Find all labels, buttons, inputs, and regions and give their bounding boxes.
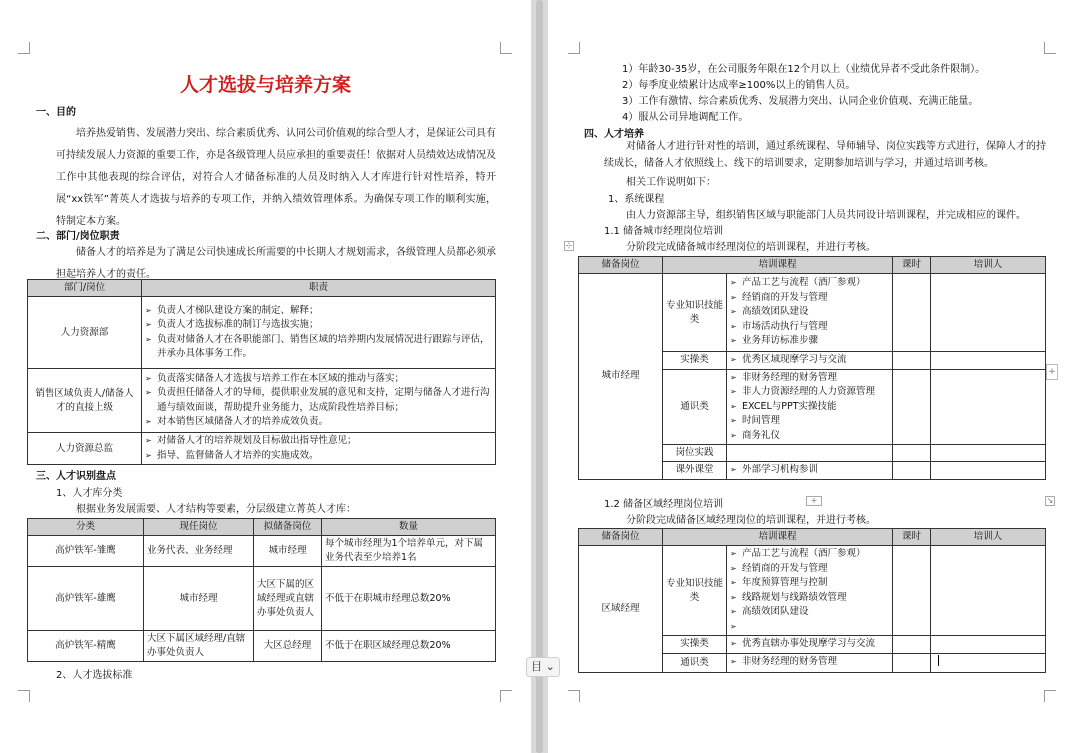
trainer-cell xyxy=(931,636,1046,654)
course-list-cell xyxy=(727,653,893,672)
list-item: ➢ 市场活动执行与管理 xyxy=(730,320,889,335)
list-item: ➢ 高绩效团队建设 xyxy=(730,305,889,320)
list-item: ➢ 经销商的开发与管理 xyxy=(730,562,889,577)
table-row xyxy=(28,433,496,465)
doc-title: 人才选拔与培养方案 xyxy=(179,74,351,96)
crop-mark xyxy=(568,42,580,54)
list-item: ➢ 线路规划与线路绩效管理 xyxy=(730,591,889,606)
subheading-selection-criteria: 2、人才选拔标准 xyxy=(56,670,133,681)
course-category-cell: 实操类 xyxy=(663,352,727,370)
list-item: ➢ EXCEL与PPT实操技能 xyxy=(730,400,889,415)
layout-icon: 目 xyxy=(531,660,543,673)
list-item: ➢ 对储备人才的培养规划及目标做出指导性意见； xyxy=(145,434,492,449)
table-row xyxy=(579,274,1046,352)
course-list-cell xyxy=(727,352,893,370)
text-cursor xyxy=(938,655,939,666)
list-item: ➢ 负责落实储备人才选拔与培养工作在本区域的推动与落实； xyxy=(145,372,492,387)
dept-cell: 销售区域负责人/储备人才的直接上级 xyxy=(28,369,142,433)
position-cell: 区域经理 xyxy=(579,546,663,673)
purpose-paragraph: 培养热爱销售、发展潜力突出、综合素质优秀、认同公司价值观的综合型人才，是保证公司具有可持续发展人力资源的重要工作，亦是各级管理人员应承担的重要责任！依据对人员绩效达成情况及工作中其他表现的综合评估，对符合人才储备标准的人员及时纳入人才库进行针对性培养，特开展“xx铁军”菁英人才选拔与培养的专项工作，并纳入绩效管理体系。为确保专项工作的顺利实施，特制定本方案。 xyxy=(56,128,496,227)
table-header: 课时 xyxy=(893,257,931,274)
duties-cell xyxy=(142,433,496,465)
course-list-cell xyxy=(727,546,893,636)
vertical-scrollbar[interactable] xyxy=(536,0,543,753)
section-heading-identification: 三、人才识别盘点 xyxy=(36,471,116,482)
criteria-item: 2）每季度业绩累计达成率≥100%以上的销售人员。 xyxy=(622,80,856,91)
quantity-cell: 每个城市经理为1个培养单元，对下属业务代表至少培养1名 xyxy=(322,536,496,567)
table-header-row xyxy=(28,280,496,297)
list-item: ➢ 非财务经理的财务管理 xyxy=(730,371,889,386)
hours-cell xyxy=(893,274,931,352)
table-row xyxy=(28,369,496,433)
course-category-cell: 课外课堂 xyxy=(663,462,727,480)
section-heading-training: 四、人才培养 xyxy=(584,129,644,140)
criteria-item: 3）工作有激情、综合素质优秀、发展潜力突出、认同企业价值观、充满正能量。 xyxy=(622,96,979,107)
table-move-handle[interactable]: ⊹ xyxy=(565,241,573,250)
table-label-area-manager: 1.2 储备区域经理岗位培训 xyxy=(604,499,724,510)
table-row xyxy=(28,297,496,369)
table-row xyxy=(28,631,496,662)
table-header: 拟储备岗位 xyxy=(254,519,322,536)
table-header-row xyxy=(28,519,496,536)
target-cell: 城市经理 xyxy=(254,536,322,567)
crop-mark xyxy=(500,690,512,702)
layout-options-button[interactable] xyxy=(526,657,560,677)
list-item: ➢ 高绩效团队建设 xyxy=(730,605,889,620)
list-item: ➢ 时间管理 xyxy=(730,414,889,429)
trainer-cell xyxy=(931,546,1046,636)
hours-cell xyxy=(893,546,931,636)
quantity-cell: 不低于在职城市经理总数20% xyxy=(322,567,496,631)
page-right xyxy=(545,0,1080,753)
list-item: ➢ 产品工艺与流程（酒厂参观） xyxy=(730,547,889,562)
target-cell: 大区总经理 xyxy=(254,631,322,662)
table-header: 数量 xyxy=(322,519,496,536)
duties-paragraph: 储备人才的培养是为了满足公司快速成长所需要的中长期人才规划需求，各级管理人员都必须承担起培养人才的责任。 xyxy=(56,247,496,280)
table-header-row xyxy=(579,529,1046,546)
criteria-item: 1）年龄30-35岁，在公司服务年限在12个月以上（业绩优异者不受此条件限制）。 xyxy=(622,64,986,75)
list-item: ➢ 外部学习机构参训 xyxy=(730,463,889,478)
list-item: ➢ 负责对储备人才在各职能部门、销售区域的培养期内发展情况进行跟踪与评估，并承办具体事务工作。 xyxy=(145,333,492,362)
category-cell: 高炉铁军-精鹰 xyxy=(28,631,144,662)
hours-cell xyxy=(893,653,931,672)
page-left xyxy=(0,0,531,753)
course-category-cell: 通识类 xyxy=(663,653,727,672)
course-category-cell: 通识类 xyxy=(663,369,727,445)
crop-mark xyxy=(18,690,30,702)
current-cell: 大区下属区域经理/直辖办事处负责人 xyxy=(144,631,254,662)
course-category-cell: 专业知识技能类 xyxy=(663,274,727,352)
crop-mark xyxy=(568,690,580,702)
target-cell: 大区下属的区域经理或直辖办事处负责人 xyxy=(254,567,322,631)
table-add-row-handle[interactable]: + xyxy=(806,496,822,506)
table-header: 培训课程 xyxy=(663,257,893,274)
table-row xyxy=(28,536,496,567)
course-category-cell: 实操类 xyxy=(663,636,727,654)
hours-cell xyxy=(893,352,931,370)
list-item: ➢ 商务礼仪 xyxy=(730,429,889,444)
list-item: ➢ 产品工艺与流程（酒厂参观） xyxy=(730,276,889,291)
training-note: 相关工作说明如下： xyxy=(626,177,716,188)
list-item: ➢ 经销商的开发与管理 xyxy=(730,291,889,306)
table-header: 现任岗位 xyxy=(144,519,254,536)
list-item xyxy=(730,620,889,635)
table-row xyxy=(579,546,1046,636)
training-paragraph: 对储备人才进行针对性的培训，通过系统课程、导师辅导、岗位实践等方式进行，保障人才的持续成长，储备人才依照线上、线下的培训要求，定期参加培训与学习，并通过培训考核。 xyxy=(604,141,1046,169)
list-item: ➢ 优秀直辖办事处现摩学习与交流 xyxy=(730,637,889,652)
table-desc-area-manager: 分阶段完成储备区域经理岗位的培训课程，并进行考核。 xyxy=(626,515,876,526)
trainer-cell xyxy=(931,462,1046,480)
course-list-cell xyxy=(727,274,893,352)
table-header: 储备岗位 xyxy=(579,529,663,546)
dept-cell: 人力资源部 xyxy=(28,297,142,369)
list-item: ➢ 指导、监督储备人才培养的实施成效。 xyxy=(145,449,492,464)
duties-table xyxy=(27,279,496,465)
hours-cell xyxy=(893,369,931,445)
talent-pool-paragraph: 根据业务发展需要、人才结构等要素，分层级建立菁英人才库： xyxy=(76,504,356,515)
category-cell: 高炉铁军-雏鹰 xyxy=(28,536,144,567)
course-list-cell xyxy=(727,462,893,480)
hours-cell xyxy=(893,445,931,462)
list-item: ➢ 业务拜访标准步骤 xyxy=(730,334,889,349)
table-header: 课时 xyxy=(893,529,931,546)
table-header: 储备岗位 xyxy=(579,257,663,274)
course-list-cell xyxy=(727,636,893,654)
crop-mark xyxy=(1044,690,1056,702)
list-item: ➢ 负责人才选拔标准的制订与选拔实施； xyxy=(145,318,492,333)
dept-cell: 人力资源总监 xyxy=(28,433,142,465)
criteria-item: 4）服从公司异地调配工作。 xyxy=(622,112,749,123)
list-item: ➢ 负责人才梯队建设方案的制定、解释； xyxy=(145,304,492,319)
category-cell: 高炉铁军-雄鹰 xyxy=(28,567,144,631)
table-header: 分类 xyxy=(28,519,144,536)
area-manager-training-table xyxy=(578,528,1046,673)
table-row xyxy=(28,567,496,631)
trainer-cell xyxy=(931,274,1046,352)
course-category-cell: 岗位实践 xyxy=(663,445,727,462)
subheading-courses: 1、系统课程 xyxy=(608,194,665,205)
subheading-talent-pool: 1、人才库分类 xyxy=(56,488,123,499)
course-list-cell xyxy=(727,369,893,445)
list-item: ➢ 优秀区域现摩学习与交流 xyxy=(730,353,889,368)
course-list-cell xyxy=(727,445,893,462)
section-heading-purpose: 一、目的 xyxy=(36,107,76,118)
current-cell: 城市经理 xyxy=(144,567,254,631)
trainer-cell xyxy=(931,352,1046,370)
trainer-cell xyxy=(931,369,1046,445)
table-header: 培训人 xyxy=(931,257,1046,274)
hours-cell xyxy=(893,462,931,480)
list-item: ➢ 对本销售区域储备人才的培养成效负责。 xyxy=(145,415,492,430)
list-item: ➢ 非人力资源经理的人力资源管理 xyxy=(730,385,889,400)
crop-mark xyxy=(1044,42,1056,54)
list-item: ➢ 负责担任储备人才的导师，提供职业发展的意见和支持，定期与储备人才进行沟通与绩效面谈，帮助提升业务能力，达成阶段性培养目标； xyxy=(145,386,492,415)
add-column-button[interactable]: + xyxy=(1046,364,1058,380)
table-resize-handle[interactable]: ↘ xyxy=(1046,496,1054,505)
table-header-row xyxy=(579,257,1046,274)
crop-mark xyxy=(500,42,512,54)
section-heading-duties: 二、部门/岗位职责 xyxy=(36,231,120,242)
current-cell: 业务代表、业务经理 xyxy=(144,536,254,567)
course-category-cell: 专业知识技能类 xyxy=(663,546,727,636)
table-header: 职责 xyxy=(142,280,496,297)
duties-cell xyxy=(142,369,496,433)
trainer-cell[interactable] xyxy=(931,653,1046,672)
trainer-cell xyxy=(931,445,1046,462)
courses-paragraph: 由人力资源部主导，组织销售区域与职能部门人员共同设计培训课程，并完成相应的课件。 xyxy=(626,210,1026,221)
table-header: 部门/岗位 xyxy=(28,280,142,297)
quantity-cell: 不低于在职区域经理总数20% xyxy=(322,631,496,662)
talent-pool-table xyxy=(27,518,496,662)
chevron-down-icon: ⌄ xyxy=(545,660,555,673)
table-header: 培训人 xyxy=(931,529,1046,546)
table-label-city-manager: 1.1 储备城市经理岗位培训 xyxy=(604,226,724,237)
crop-mark xyxy=(18,42,30,54)
table-header: 培训课程 xyxy=(663,529,893,546)
list-item: ➢ 非财务经理的财务管理 xyxy=(730,655,889,670)
city-manager-training-table xyxy=(578,256,1046,480)
table-desc-city-manager: 分阶段完成储备城市经理岗位的培训课程，并进行考核。 xyxy=(626,242,876,253)
duties-cell xyxy=(142,297,496,369)
position-cell: 城市经理 xyxy=(579,274,663,480)
hours-cell xyxy=(893,636,931,654)
list-item: ➢ 年度预算管理与控制 xyxy=(730,576,889,591)
